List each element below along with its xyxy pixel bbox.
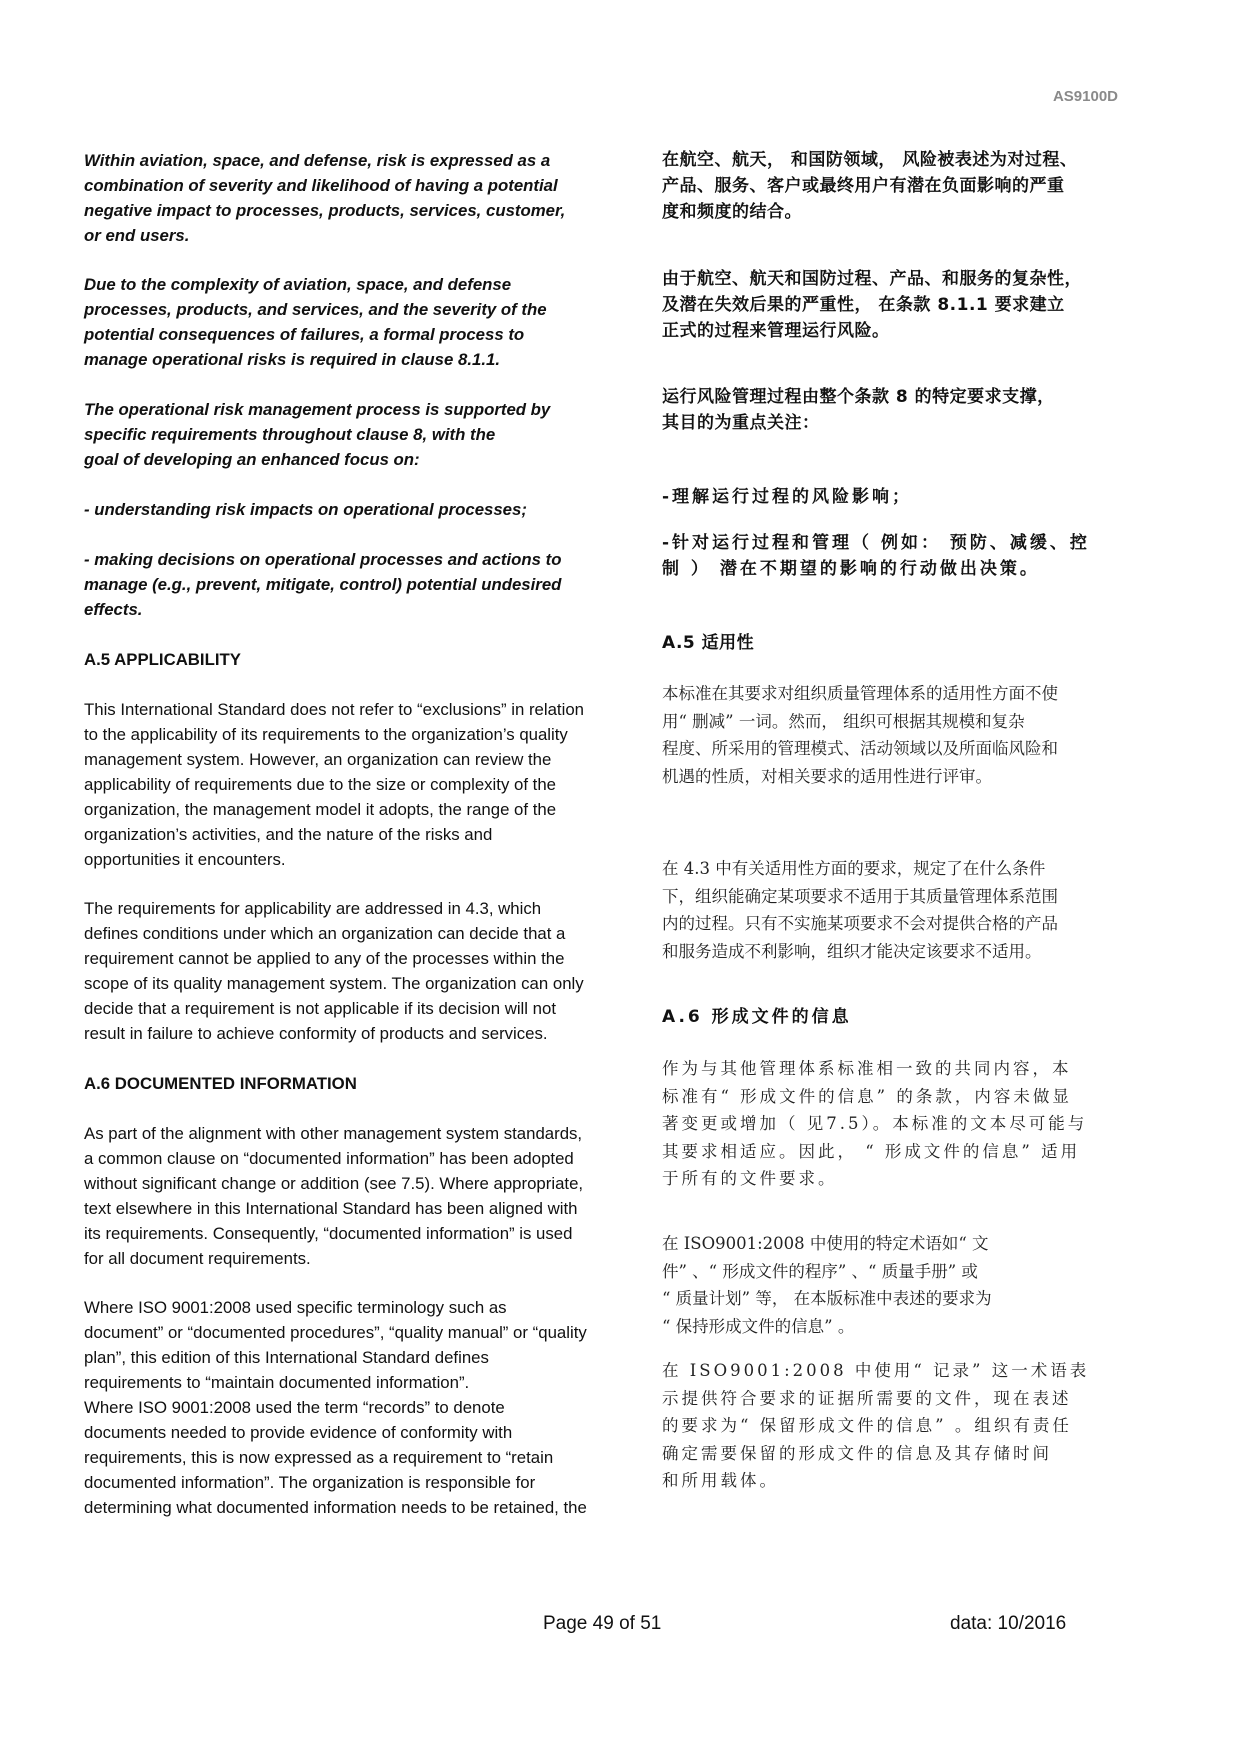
page-number: Page 49 of 51 xyxy=(543,1613,662,1634)
zh-risk-definition-paragraph: 在航空、航天， 和国防领域， 风险被表述为对过程、 产品、服务、客户或最终用户有潜在负面影响的严重 度和频度的结合。 xyxy=(662,150,1078,222)
zh-section-heading-a6: A.6 形成文件的信息 xyxy=(662,1007,852,1027)
documented-info-paragraph-1: As part of the alignment with other management system standards, a common clause on “documented information” has been adopted without significant change or addition (see 7.5). Where appropriate, text elsewhere in this International Standard has been aligned with its requirements. Consequently, “documented information” is used for all document requirements. xyxy=(84,1124,584,1268)
risk-process-paragraph: The operational risk management process is supported by specific requirements throughout clause 8, with the goal of developing an enhanced focus on: xyxy=(84,400,551,469)
zh-documented-info-paragraph-3: 在 ISO9001:2008 中使用“ 记录” 这一术语表 示提供符合要求的证据所需要的文件，现在表述 的要求为“ 保留形成文件的信息” 。组织有责任 确定需要保留的形成文件的信息及其存储时间 和所用载体。 xyxy=(662,1361,1090,1490)
zh-focus-item-understanding: -理解运行过程的风险影响； xyxy=(662,487,913,507)
applicability-paragraph-2: The requirements for applicability are addressed in 4.3, which defines conditions under which an organization can decide that a requirement cannot be applied to any of the processes within the scope of its quality management system. The organization can only decide that a requirement is not applicable if its decision will not result in failure to achieve conformity of products and services. xyxy=(84,899,584,1043)
section-heading-a5: A.5 APPLICABILITY xyxy=(84,650,241,669)
documented-info-paragraph-3: Where ISO 9001:2008 used the term “records” to denote documents needed to provide evidence of conformity with requirements, this is now expressed as a requirement to “retain documented information”. The organization is responsible for determining what documented information needs to be retained, the xyxy=(84,1398,587,1517)
section-heading-a6: A.6 DOCUMENTED INFORMATION xyxy=(84,1074,357,1093)
zh-focus-item-decisions: -针对运行过程和管理（ 例如： 预防、减缓、控 制 ） 潜在不期望的影响的行动做出决策。 xyxy=(662,533,1090,579)
complexity-paragraph: Due to the complexity of aviation, space, and defense processes, products, and services, and the severity of the potential consequences of failures, a formal process to manage operational risks is required in clause 8.1.1. xyxy=(84,275,547,369)
risk-definition-paragraph: Within aviation, space, and defense, risk is expressed as a combination of severity and likelihood of having a potential negative impact to processes, products, services, customer, or end users. xyxy=(84,151,566,245)
documented-info-paragraph-2: Where ISO 9001:2008 used specific terminology such as document” or “documented procedures”, “quality manual” or “quality plan”, this edition of this International Standard defines requirements to “maintain documented information”. xyxy=(84,1298,587,1392)
applicability-paragraph-1: This International Standard does not refer to “exclusions” in relation to the applicability of its requirements to the organization’s quality management system. However, an organization can review the applicability of requirements due to the size or complexity of the organization, the management model it adopts, the range of the organization’s activities, and the nature of the risks and opportunities it encounters. xyxy=(84,700,584,869)
zh-risk-process-paragraph: 运行风险管理过程由整个条款 8 的特定要求支撑， 其目的为重点关注： xyxy=(662,387,1055,433)
focus-item-understanding: - understanding risk impacts on operational processes; xyxy=(84,500,527,519)
zh-documented-info-paragraph-2: 在 ISO9001:2008 中使用的特定术语如“ 文 件” 、“ 形成文件的程序” 、“ 质量手册” 或 “ 质量计划” 等， 在本版标准中表述的要求为 “ 保持形成文件的信息” 。 xyxy=(662,1234,992,1336)
document-code-header: AS9100D xyxy=(1052,88,1118,105)
zh-applicability-paragraph-1: 本标准在其要求对组织质量管理体系的适用性方面不使 用“ 删减” 一词。然而， 组织可根据其规模和复杂 程度、所采用的管理模式、活动领域以及所面临风险和 机遇的性质，对相关要求的适用性进行评审。 xyxy=(662,684,1058,786)
zh-complexity-paragraph: 由于航空、航天和国防过程、产品、和服务的复杂性， 及潜在失效后果的严重性， 在条款 8.1.1 要求建立 正式的过程来管理运行风险。 xyxy=(662,269,1082,341)
zh-documented-info-paragraph-1: 作为与其他管理体系标准相一致的共同内容，本 标准有“ 形成文件的信息” 的条款，内容未做显 著变更或增加（ 见7.5）。本标准的文本尽可能与 其要求相适应。因此， “ 形成文件的信息” 适用 于所有的文件要求。 xyxy=(662,1059,1088,1188)
zh-section-heading-a5: A.5 适用性 xyxy=(662,633,755,653)
zh-applicability-paragraph-2: 在 4.3 中有关适用性方面的要求，规定了在什么条件 下，组织能确定某项要求不适用于其质量管理体系范围 内的过程。只有不实施某项要求不会对提供合格的产品 和服务造成不利影响，组织才能决定该要求不适用。 xyxy=(662,859,1058,961)
document-date: data: 10/2016 xyxy=(950,1613,1067,1634)
focus-item-decisions: - making decisions on operational processes and actions to manage (e.g., prevent, mitigate, control) potential undesired effects. xyxy=(84,550,562,619)
